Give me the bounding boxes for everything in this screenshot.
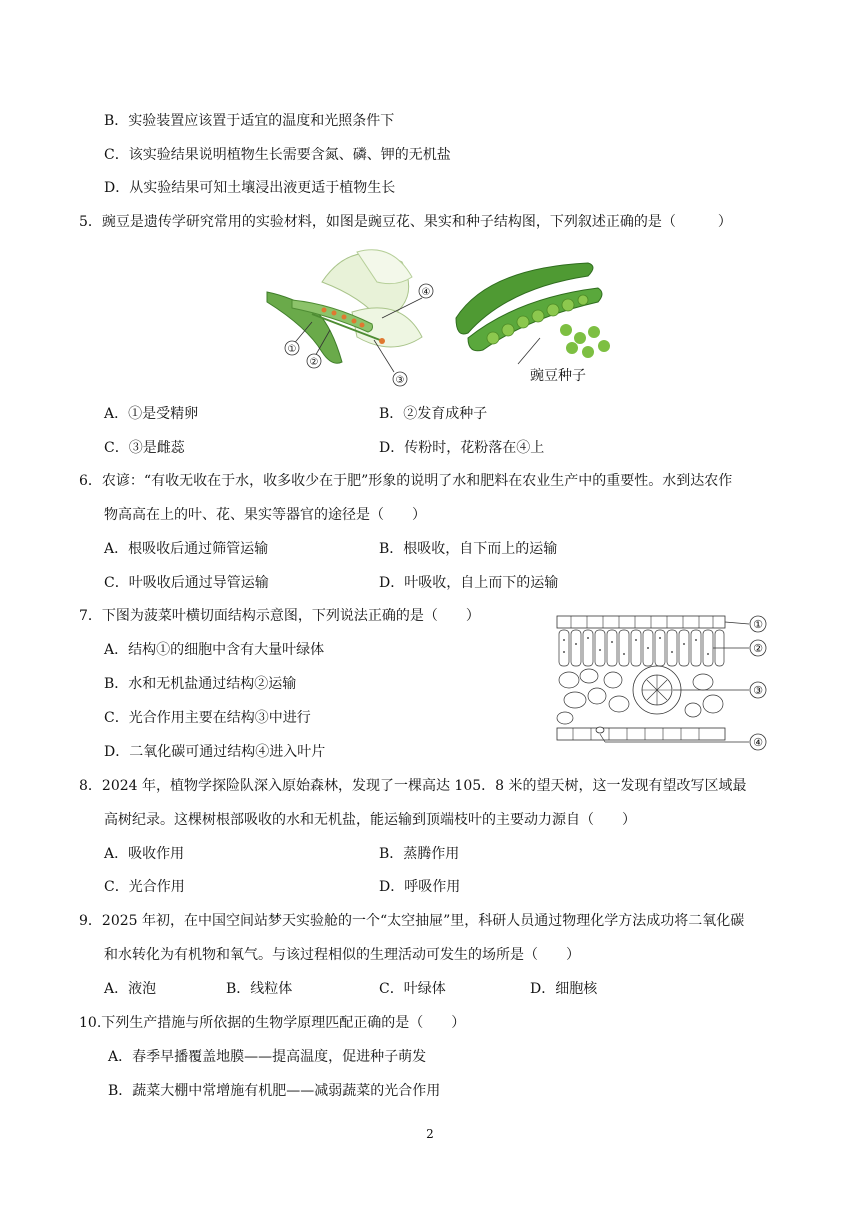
q7-stem: 7．下图为菠菜叶横切面结构示意图，下列说法正确的是（ ） [79,608,480,624]
q6-option-c: C．叶吸收后通过导管运输 [104,575,269,591]
q4-option-d: D．从实验结果可知土壤浸出液更适于植物生长 [104,180,396,196]
leaf-cross-section-figure [553,610,775,755]
q7-option-b: B．水和无机盐通过结构②运输 [104,676,297,692]
q5-option-d: D．传粉时，花粉落在④上 [379,440,545,456]
q9-option-d: D．细胞核 [530,981,598,997]
q6-option-a: A．根吸收后通过筛管运输 [104,541,269,557]
page-number: 2 [426,1127,434,1141]
q5-fig-label-4: ④ [421,287,431,298]
q5-option-a: A．①是受精卵 [104,406,199,422]
q8-stem-line1: 8．2024 年，植物学探险队深入原始森林，发现了一棵高达 105．8 米的望天树，这一发现有望改写区域最 [79,778,747,794]
q10-option-a: A．春季早播覆盖地膜——提高温度，促进种子萌发 [108,1049,427,1065]
pea-seed-label: 豌豆种子 [530,368,586,384]
q7-option-d: D．二氧化碳可通过结构④进入叶片 [104,744,326,760]
q7-option-c: C．光合作用主要在结构③中进行 [104,710,311,726]
q7-fig-label-2: ② [753,642,763,655]
q8-option-a: A．吸收作用 [104,846,185,862]
q7-option-a: A．结构①的细胞中含有大量叶绿体 [104,642,325,658]
q8-option-d: D．呼吸作用 [379,879,461,895]
q9-stem-line2: 和水转化为有机物和氧气。与该过程相似的生理活动可发生的场所是（ ） [104,947,580,963]
q4-option-b: B．实验装置应该置于适宜的温度和光照条件下 [104,113,395,129]
q6-option-d: D．叶吸收，自上而下的运输 [379,575,559,591]
q8-option-c: C．光合作用 [104,879,185,895]
q9-option-c: C．叶绿体 [379,981,446,997]
q10-option-b: B．蔬菜大棚中常增施有机肥——减弱蔬菜的光合作用 [108,1083,441,1099]
q8-option-b: B．蒸腾作用 [379,846,460,862]
q6-stem-line1: 6．农谚：“有收无收在于水，收多收少在于肥”形象的说明了水和肥料在农业生产中的重要性。水到达农作 [79,473,733,489]
q5-fig-label-1: ① [287,344,297,355]
q5-option-b: B．②发育成种子 [379,406,488,422]
q5-fig-label-3: ③ [395,375,405,386]
q10-stem: 10.下列生产措施与所依据的生物学原理匹配正确的是（ ） [79,1015,466,1031]
q5-fig-label-2: ② [309,357,319,368]
q4-option-c: C．该实验结果说明植物生长需要含氮、磷、钾的无机盐 [104,147,451,163]
q5-option-c: C．③是雌蕊 [104,440,185,456]
q7-fig-label-1: ① [753,618,763,631]
q9-option-a: A．液泡 [104,981,157,997]
q9-stem-line1: 9．2025 年初，在中国空间站梦天实验舱的一个“太空抽屉”里，科研人员通过物理化学方法成功将二氧化碳 [79,913,745,929]
q5-stem: 5．豌豆是遗传学研究常用的实验材料，如图是豌豆花、果实和种子结构图，下列叙述正确的是（ ） [79,214,732,230]
q6-option-b: B．根吸收，自下而上的运输 [379,541,558,557]
q8-stem-line2: 高树纪录。这棵树根部吸收的水和无机盐，能运输到顶端枝叶的主要动力源自（ ） [104,812,636,828]
q7-fig-label-3: ③ [753,684,763,697]
pea-flower-figure [262,242,442,392]
q7-fig-label-4: ④ [753,736,763,749]
pea-pod-figure [448,258,618,386]
q9-option-b: B．线粒体 [226,981,293,997]
q6-stem-line2: 物高高在上的叶、花、果实等器官的途径是（ ） [104,507,426,523]
